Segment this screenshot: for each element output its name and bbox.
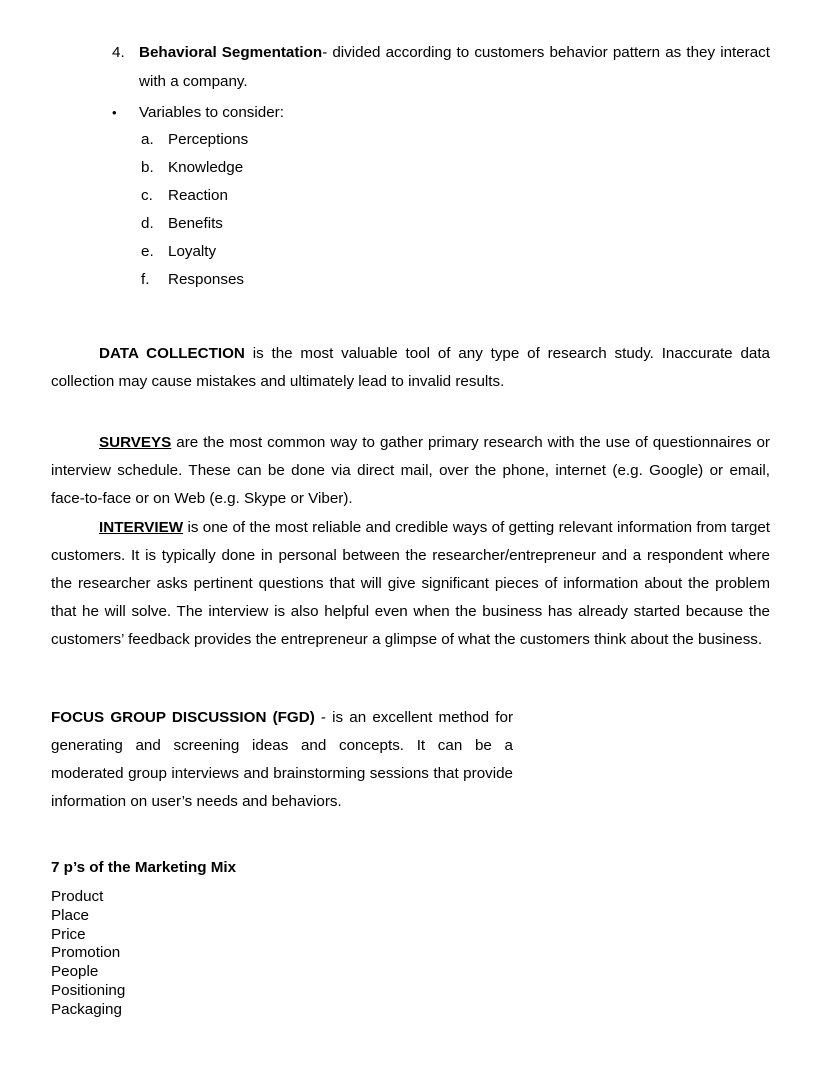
list-item-rest: - divided according to customers behavior pattern as they interact with a company. bbox=[139, 44, 770, 90]
paragraph-text bbox=[51, 340, 770, 396]
list-item: Promotion bbox=[51, 944, 121, 962]
list-item bbox=[141, 210, 561, 238]
list-item: Positioning bbox=[51, 981, 126, 999]
list-item bbox=[141, 238, 561, 266]
paragraph-interview bbox=[51, 514, 770, 654]
bullet-marker-icon: • bbox=[112, 105, 117, 120]
marketing-mix-section bbox=[51, 857, 451, 1020]
list-item-label: Loyalty bbox=[168, 243, 217, 260]
paragraph-body: - is an excellent method for generating and screening ideas and concepts. It can be a moderated group interviews and brainstorming sessions that provide information on user’s needs and behaviors. bbox=[51, 709, 514, 810]
paragraph-text bbox=[51, 429, 770, 513]
numbered-list bbox=[112, 38, 770, 96]
list-item bbox=[141, 154, 561, 182]
list-item: Price bbox=[51, 925, 86, 943]
list-item: Product bbox=[51, 888, 104, 905]
list-item bbox=[141, 126, 561, 154]
keyword-interview: INTERVIEW bbox=[99, 519, 184, 536]
paragraph-text bbox=[51, 704, 513, 816]
list-item-lead-term: Behavioral Segmentation bbox=[139, 44, 323, 61]
list-item-marker: d. bbox=[141, 215, 154, 232]
paragraph-text bbox=[51, 514, 770, 654]
keyword-data-collection: DATA COLLECTION bbox=[99, 345, 245, 362]
list-item-label: Perceptions bbox=[168, 131, 249, 148]
lettered-sublist bbox=[141, 126, 561, 294]
list-item bbox=[112, 38, 770, 96]
paragraph-data-collection bbox=[51, 340, 770, 396]
paragraph-focus-group-discussion bbox=[51, 704, 513, 816]
bullet-list-item bbox=[112, 98, 770, 127]
list-item bbox=[141, 266, 561, 294]
bullet-item-label: Variables to consider: bbox=[139, 104, 284, 121]
list-item-marker: c. bbox=[141, 187, 153, 204]
list-item bbox=[141, 182, 561, 210]
keyword-fgd: FOCUS GROUP DISCUSSION (FGD) bbox=[51, 709, 315, 726]
paragraph-body: is one of the most reliable and credible ways of getting relevant information from target customers. It is typically done in personal between the researcher/entrepreneur and a respondent where the researcher asks pertinent questions that will give significant pieces of information about the problem that he will solve. The interview is also helpful even when the business has already started because the customers’ feedback provides the entrepreneur a glimpse of what the customers think about the business. bbox=[51, 519, 770, 648]
list-item: Packaging bbox=[51, 1000, 122, 1018]
list-item-label: Benefits bbox=[168, 215, 223, 232]
list-item: Place bbox=[51, 906, 89, 924]
list-item-text bbox=[139, 38, 770, 96]
paragraph-surveys bbox=[51, 429, 770, 513]
marketing-mix-heading: 7 p’s of the Marketing Mix bbox=[51, 859, 237, 876]
list-item-marker: f. bbox=[141, 271, 150, 288]
list-item-marker: a. bbox=[141, 131, 154, 148]
list-item-label: Knowledge bbox=[168, 159, 244, 176]
list-item-marker: 4. bbox=[112, 44, 125, 61]
list-item: People bbox=[51, 963, 99, 981]
list-item-label: Responses bbox=[168, 271, 244, 288]
list-item-label: Reaction bbox=[168, 187, 228, 204]
paragraph-body: is the most valuable tool of any type of research study. Inaccurate data collection may cause mistakes and ultimately lead to invalid results. bbox=[51, 345, 770, 390]
list-item-marker: b. bbox=[141, 159, 154, 176]
keyword-surveys: SURVEYS bbox=[99, 434, 172, 451]
paragraph-body: are the most common way to gather primary research with the use of questionnaires or interview schedule. These can be done via direct mail, over the phone, internet (e.g. Google) or email, face-to-face or on Web (e.g. Skype or Viber). bbox=[51, 434, 770, 507]
marketing-mix-list bbox=[51, 888, 451, 1020]
list-item-marker: e. bbox=[141, 243, 154, 260]
